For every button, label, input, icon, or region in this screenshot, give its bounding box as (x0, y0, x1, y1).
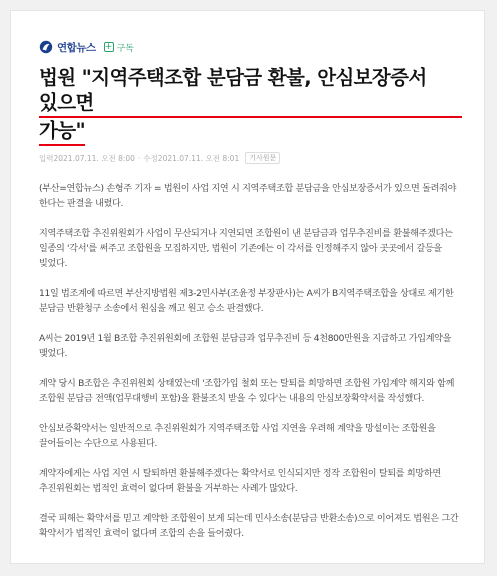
press-header (39, 39, 462, 55)
plus-icon: + (104, 41, 113, 52)
headline-line-2: 가능" (39, 118, 85, 146)
paragraph: 결국 피해는 확약서를 믿고 계약한 조합원이 보게 되는데 민사소송(분담금 반환소송)으로 이어져도 법원은 그간 확약서가 법적인 효력이 없다며 조합의 손을 들어줬다. (39, 514, 459, 539)
yonhap-logo-icon[interactable] (39, 40, 53, 54)
subscribe-button[interactable] (104, 41, 134, 54)
paragraph: 안심보증확약서는 일반적으로 추진위원회가 지역주택조합 사업 지연을 우려해 계약을 망설이는 조합원을 끌어들이는 수단으로 사용된다. (39, 424, 436, 449)
article-card (10, 10, 485, 564)
article-body (39, 182, 462, 542)
article-meta (39, 152, 462, 164)
original-article-link[interactable]: 기사원문 (245, 152, 280, 164)
article-headline (39, 65, 462, 146)
modified-time: 수정2021.07.11. 오전 8:01 (143, 153, 240, 163)
headline-line-1: 법원 "지역주택조합 분담금 환불, 안심보장증서 있으면 (39, 65, 462, 118)
paragraph: 지역주택조합 추진위원회가 사업이 무산되거나 지연되면 조합원이 낸 분담금과 업무추진비를 환불해주겠다는 일종의 '각서'를 써주고 조합원을 모집하지만, 법원이 기존에는 이 각서를 인정해주지 않아 곳곳에서 갈등을 빚었다. (39, 229, 453, 269)
published-time: 입력2021.07.11. 오전 8:00 (39, 153, 135, 163)
paragraph: (부산=연합뉴스) 손형주 기자 = 법원이 사업 지연 시 지역주택조합 분담금을 안심보장증서가 있으면 돌려줘야 한다는 판결을 내렸다. (39, 184, 457, 209)
paragraph: 계약 당시 B조합은 추진위원회 상태였는데 '조합가입 철회 또는 탈퇴를 희망하면 조합원 가입계약 해지와 함께 조합원 분담금 전액(업무대행비 포함)을 환불조치 받을 수 있다'는 내용의 안심보장확약서를 작성했다. (39, 379, 455, 404)
paragraph: 계약자에게는 사업 지연 시 탈퇴하면 환불해주겠다는 확약서로 인식되지만 정작 조합원이 탈퇴를 희망하면 추진위원회는 법적인 효력이 없다며 환불을 거부하는 사례가 많았다. (39, 469, 441, 494)
meta-separator: · (137, 153, 141, 163)
paragraph: 11일 법조계에 따르면 부산지방법원 제3-2민사부(조윤정 부장판사)는 A씨가 B지역주택조합을 상대로 제기한 분담금 반환청구 소송에서 원심을 깨고 원고 승소 판결했다. (39, 289, 454, 314)
press-name[interactable]: 연합뉴스 (57, 41, 96, 54)
paragraph: A씨는 2019년 1월 B조합 추진위원회에 조합원 분담금과 업무추진비 등 4천800만원을 지급하고 가입계약을 맺었다. (39, 334, 452, 359)
subscribe-label: 구독 (116, 43, 134, 54)
